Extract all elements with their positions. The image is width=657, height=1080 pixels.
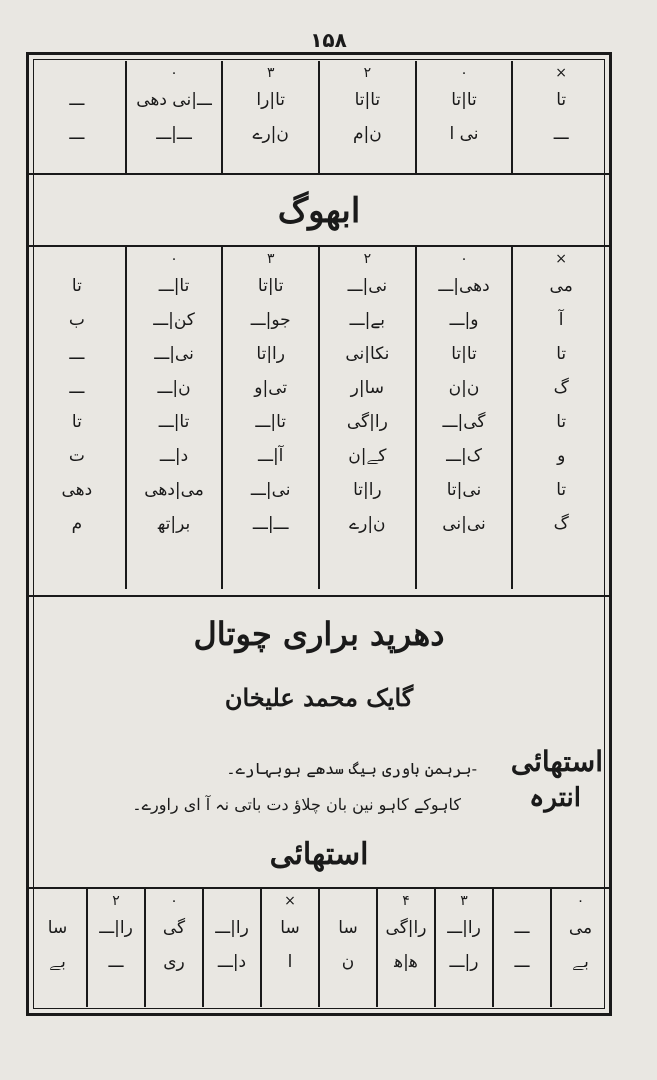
notation-syllable: ـــ	[108, 952, 124, 972]
notation-syllable: ﮐﮯ|ﻥ	[348, 446, 387, 466]
notation-syllable: تا	[556, 480, 567, 500]
antara-lyric: کاہوکے کاہو نین بان چلاؤ دت باتی نہ آ ای راورے۔	[132, 795, 461, 814]
notation-syllable: ـــ|ـــ	[156, 124, 192, 144]
notation-syllable: ـــ	[69, 344, 85, 364]
notation-syllable: ﺕ	[68, 446, 85, 466]
antara-label: انترہ	[529, 783, 581, 813]
notation-syllable: نی|ـــ	[250, 480, 291, 500]
notation-syllable: را|تا	[353, 480, 382, 500]
notation-syllable: آ|ـــ	[258, 446, 284, 466]
notation-syllable: تا|ـــ	[255, 412, 286, 432]
notation-syllable: ﺑﺮ|ﺗﮭ	[157, 514, 191, 534]
notation-syllable: تا	[71, 276, 82, 296]
notation-syllable: را|گی	[385, 918, 427, 938]
top-notation-table	[29, 61, 609, 173]
notation-cell	[512, 61, 609, 173]
sthayi-label: استھائی	[510, 745, 603, 778]
notation-cell	[145, 889, 203, 1007]
notation-syllable: ﺏ	[68, 310, 85, 330]
sthayi-heading: استھائی	[269, 837, 369, 872]
notation-syllable: را|ـــ	[447, 918, 481, 938]
notation-syllable: ﻥ|م	[352, 124, 382, 144]
notation-syllable: ﮎ|ـــ	[446, 446, 482, 466]
beat-mark: ۳	[266, 251, 275, 267]
notation-cell	[319, 247, 416, 589]
notation-cell	[493, 889, 551, 1007]
beat-mark: ۰	[460, 251, 468, 267]
notation-syllable: سا	[338, 918, 358, 938]
notation-syllable: ﺩ|ـــ	[159, 446, 189, 466]
beat-mark	[33, 63, 121, 83]
notation-cell	[377, 889, 435, 1007]
beat-mark: ۰	[460, 65, 468, 81]
notation-syllable: را|گی	[346, 412, 388, 432]
beat-mark: ۳	[460, 893, 468, 909]
notation-syllable: کن|ـــ	[153, 310, 195, 330]
notation-syllable: ﺭ|ـــ	[449, 952, 479, 972]
notation-syllable: بے|ـــ	[349, 310, 386, 330]
notation-syllable: ﻥ	[341, 952, 355, 972]
beat-mark: ۳	[266, 65, 275, 81]
notation-syllable: ﻥ|ـــ	[157, 378, 191, 398]
middle-notation-table	[29, 247, 609, 589]
notation-cell	[512, 247, 609, 589]
notation-syllable: می	[549, 276, 573, 296]
beat-mark	[33, 249, 121, 269]
notation-syllable: تا	[556, 344, 567, 364]
notation-syllable: نکا|نی	[345, 344, 390, 364]
notation-syllable: ﻧﯽ ا	[449, 124, 479, 144]
notation-cell	[435, 889, 493, 1007]
notation-syllable: ـــ	[514, 918, 530, 938]
notation-syllable: تا|را	[256, 90, 285, 110]
notation-syllable: را|ـــ	[215, 918, 249, 938]
notation-syllable: می	[568, 918, 593, 938]
notation-cell	[222, 61, 319, 173]
notation-syllable: نی|تا	[446, 480, 482, 500]
notation-syllable: تا|ـــ	[158, 412, 190, 432]
notation-syllable: نی|ـــ	[347, 276, 388, 296]
notation-syllable: ﺩ|ـــ	[217, 952, 247, 972]
notation-syllable: گ	[553, 514, 569, 534]
beat-mark	[208, 891, 256, 911]
notation-syllable: می|دھی	[144, 480, 204, 500]
beat-mark	[498, 891, 546, 911]
notation-cell	[319, 889, 377, 1007]
notation-syllable: را|ـــ	[99, 918, 133, 938]
beat-mark: ×	[555, 65, 568, 81]
notation-cell	[319, 61, 416, 173]
notation-cell	[261, 889, 319, 1007]
beat-mark: ۲	[112, 893, 120, 909]
notation-syllable: نی|ـــ	[154, 344, 194, 364]
notation-syllable: تا	[556, 412, 567, 432]
divider	[29, 595, 609, 597]
notation-syllable: تی|و	[254, 378, 288, 398]
notation-syllable: ﺑﮯ	[572, 952, 589, 972]
sthayi-lyric: -برہمن باوری بیگ سدھے ہوبہارے۔	[226, 759, 477, 778]
notation-syllable: آ	[558, 310, 564, 330]
notation-syllable: گ	[553, 378, 569, 398]
notation-syllable: را|تا	[256, 344, 285, 364]
notation-syllable: ﻥ|ﻥ	[448, 378, 480, 398]
notation-syllable: ـــ	[553, 124, 569, 144]
beat-mark: ۰	[170, 893, 178, 909]
notation-syllable: ﺟﻮ|ـــ	[250, 310, 291, 330]
notation-syllable: ﻥ|رے	[349, 514, 386, 534]
notation-syllable: تا	[71, 412, 82, 432]
beat-mark: ۲	[363, 65, 372, 81]
divider	[29, 173, 609, 175]
raga-title: ابھوگ	[277, 191, 361, 231]
notation-syllable: سا	[280, 918, 300, 938]
notation-syllable: گی	[162, 918, 186, 938]
beat-mark: ۰	[170, 65, 178, 81]
notation-syllable: تا|تا	[257, 276, 284, 296]
notation-syllable: ـــ	[69, 124, 85, 144]
notation-cell	[29, 889, 87, 1007]
beat-mark	[324, 891, 372, 911]
notation-syllable: تا|تا	[354, 90, 381, 110]
notation-syllable: ـــ	[69, 378, 85, 398]
beat-mark: ×	[284, 893, 296, 909]
song-title: دھرپد براری چوتال	[193, 615, 445, 653]
notation-cell	[416, 247, 513, 589]
notation-cell	[416, 61, 513, 173]
notation-syllable: سا|ﺭ	[350, 378, 385, 398]
notation-syllable: ـــ	[514, 952, 530, 972]
beat-mark: ۲	[363, 251, 372, 267]
beat-mark: ۰	[170, 251, 178, 267]
beat-mark: ×	[555, 251, 568, 267]
notation-cell	[126, 61, 223, 173]
notation-cell	[29, 61, 126, 173]
notation-syllable: دھی	[61, 480, 93, 500]
notation-cell	[87, 889, 145, 1007]
notation-syllable: ﺑﮯ	[49, 952, 66, 972]
notation-syllable: نی|نی	[442, 514, 486, 534]
notation-cell	[29, 247, 126, 589]
page-frame	[26, 52, 612, 1016]
page-number: ۱۵۸	[310, 28, 347, 52]
notation-syllable: ری	[163, 952, 185, 972]
notation-syllable: گی|ـــ	[442, 412, 486, 432]
notation-cell	[551, 889, 609, 1007]
notation-syllable: م	[71, 514, 83, 534]
notation-syllable: تا|تا	[451, 90, 477, 110]
beat-mark	[33, 891, 82, 911]
notation-cell	[126, 247, 223, 589]
beat-mark: ۰	[576, 893, 585, 909]
notation-syllable: ـــ	[69, 90, 85, 110]
notation-syllable: سا	[47, 918, 68, 938]
notation-syllable: دھی|ـــ	[438, 276, 490, 296]
notation-syllable: و	[557, 446, 566, 466]
singer-line: گایک محمد علیخان	[224, 683, 414, 712]
notation-syllable: و|ـــ	[449, 310, 479, 330]
notation-syllable: ـــ|نی دھی	[136, 90, 212, 110]
notation-syllable: تا|تا	[451, 344, 477, 364]
beat-mark: ۴	[402, 893, 410, 909]
notation-syllable: تا|ـــ	[158, 276, 190, 296]
notation-syllable: ا	[287, 952, 293, 972]
notation-syllable: تا	[556, 90, 567, 110]
bottom-notation-table	[29, 889, 609, 1007]
notation-cell	[203, 889, 261, 1007]
notation-syllable: ﮬ|ﮬ	[394, 952, 418, 972]
notation-cell	[222, 247, 319, 589]
notation-syllable: ـــ|ـــ	[252, 514, 289, 534]
notation-syllable: ﻥ|رے	[252, 124, 289, 144]
